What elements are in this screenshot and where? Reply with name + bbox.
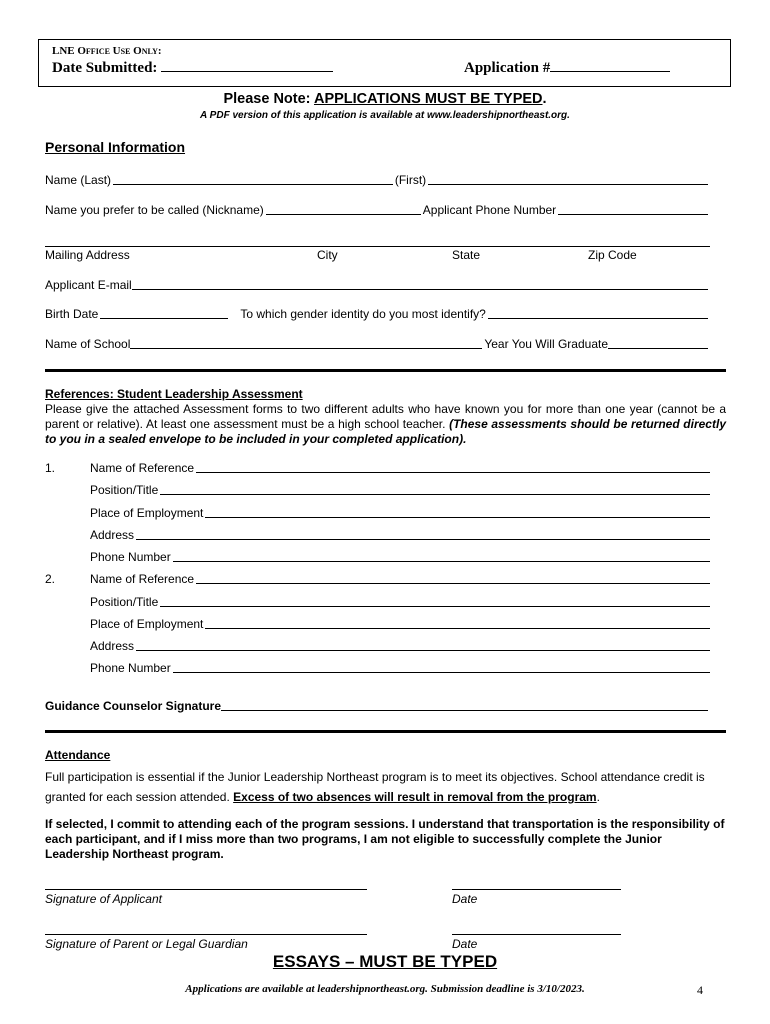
school-row: Name of School Year You Will Graduate	[45, 337, 710, 351]
parent-signature-line[interactable]	[45, 934, 367, 935]
reference-1-number: 1.	[45, 461, 56, 475]
reference-2-number: 2.	[45, 572, 56, 586]
page-number: 4	[697, 983, 703, 997]
ref2-phone-row[interactable]: Phone Number	[90, 661, 710, 675]
school-input[interactable]	[130, 348, 482, 349]
phone-input[interactable]	[558, 214, 708, 215]
typed-note: Please Note: APPLICATIONS MUST BE TYPED.	[223, 91, 547, 107]
email-row: Applicant E-mail	[45, 278, 710, 292]
references-heading: References: Student Leadership Assessment	[45, 387, 303, 401]
state-label: State	[452, 248, 481, 262]
application-number-field[interactable]: Application #	[464, 60, 670, 77]
ref1-position-row[interactable]: Position/Title	[90, 483, 710, 497]
ref2-employment-row[interactable]: Place of Employment	[90, 617, 710, 631]
name-row: Name (Last) (First)	[45, 173, 710, 187]
applicant-date-line[interactable]	[452, 889, 621, 890]
mailing-address-label: Mailing Address	[45, 248, 130, 262]
ref2-position-row[interactable]: Position/Title	[90, 595, 710, 609]
office-use-label: LNE Office Use Only:	[52, 45, 162, 57]
date-submitted-field[interactable]: Date Submitted:	[52, 60, 333, 77]
personal-info-heading: Personal Information	[45, 139, 186, 155]
graduate-year-input[interactable]	[608, 348, 708, 349]
email-input[interactable]	[132, 289, 708, 290]
birth-gender-row: Birth Date To which gender identity do you most identify?	[45, 307, 710, 321]
parent-date-label: Date	[452, 937, 478, 951]
last-name-input[interactable]	[113, 184, 393, 185]
pdf-note: A PDF version of this application is available at www.leadershipnortheast.org.	[200, 110, 570, 121]
first-name-input[interactable]	[428, 184, 708, 185]
mailing-address-input[interactable]	[45, 246, 710, 247]
nickname-row: Name you prefer to be called (Nickname) Applicant Phone Number	[45, 203, 710, 217]
zip-label: Zip Code	[588, 248, 637, 262]
birth-date-input[interactable]	[100, 318, 228, 319]
office-use-box	[38, 39, 731, 87]
applicant-signature-label: Signature of Applicant	[45, 892, 162, 906]
ref1-address-row[interactable]: Address	[90, 528, 710, 542]
city-label: City	[317, 248, 338, 262]
ref1-name-row[interactable]: Name of Reference	[90, 461, 710, 475]
attendance-heading: Attendance	[45, 748, 111, 762]
applicant-signature-line[interactable]	[45, 889, 367, 890]
ref2-name-row[interactable]: Name of Reference	[90, 572, 710, 586]
nickname-input[interactable]	[266, 214, 421, 215]
section-divider	[45, 369, 726, 372]
applicant-date-label: Date	[452, 892, 478, 906]
essays-heading: ESSAYS – MUST BE TYPED	[272, 952, 498, 971]
ref2-address-row[interactable]: Address	[90, 639, 710, 653]
parent-date-line[interactable]	[452, 934, 621, 935]
ref1-employment-row[interactable]: Place of Employment	[90, 506, 710, 520]
references-text: Please give the attached Assessment forms to two different adults who have known you for more than one year (cannot be a parent or relative). At least one assessment must be a high school teacher. (These assessments should be returned directly to you in a sealed envelope to be included in your completed application).	[45, 402, 726, 446]
commitment-text: If selected, I commit to attending each of the program sessions. I understand that transportation is the responsibility of each participant, and if I miss more than two programs, I am not eligible to successfully complete the Junior Leadership Northeast program.	[45, 817, 725, 861]
section-divider-2	[45, 730, 726, 733]
attendance-text: Full participation is essential if the Junior Leadership Northeast program is to meet its objectives. School attendance credit is granted for each session attended. Excess of two absences will result in removal from the program.	[45, 770, 705, 804]
footer-text: Applications are available at leadershipnortheast.org. Submission deadline is 3/10/2023.	[185, 983, 585, 995]
ref1-phone-row[interactable]: Phone Number	[90, 550, 710, 564]
parent-signature-label: Signature of Parent or Legal Guardian	[45, 937, 248, 951]
gender-input[interactable]	[488, 318, 708, 319]
counselor-signature-row[interactable]: Guidance Counselor Signature	[45, 699, 710, 713]
